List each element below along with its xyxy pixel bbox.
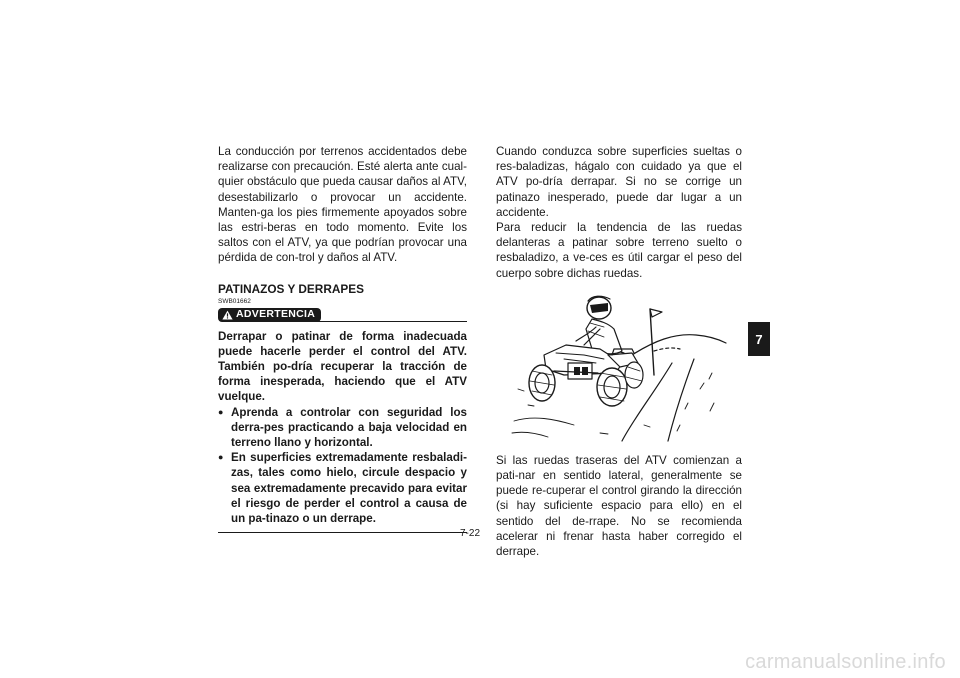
paragraph-rear-wheels: Si las ruedas traseras del ATV comienzan a pati-nar en sentido lateral, generalmente se puede re-cuperar el control girando la dirección (si hay suficiente espacio para ello) en el sentido del de-rrape. No se recomienda acelerar ni frenar hasta haber corregido el derrape. [496, 453, 742, 559]
left-column [218, 144, 467, 533]
atv-rider-illustration [504, 293, 736, 443]
warning-bullet [218, 450, 467, 526]
right-column [496, 144, 742, 559]
section-heading: PATINAZOS Y DERRAPES [218, 281, 364, 296]
bullet-dot-icon: ● [218, 452, 224, 463]
warning-bullet-text: En superficies extremadamente resbaladi-zas, tales como hielo, circule despacio y sea extremadamente precavido para evitar el riesgo de perder el control a causa de un pa-tinazo o un derrape. [231, 451, 467, 526]
bullet-dot-icon: ● [218, 406, 224, 417]
warning-badge [218, 308, 321, 322]
chapter-tab: 7 [748, 322, 770, 356]
warning-rule [278, 321, 467, 322]
warning-end-rule [218, 532, 467, 533]
paragraph-loose-surfaces: Cuando conduzca sobre superficies sueltas o res-baladizas, hágalo con cuidado ya que el ATV po-dría derrapar. Si no se corrige un patinazo inesperado, puede dar lugar a un accidente. [496, 145, 742, 219]
warning-bullet-text: Aprenda a controlar con seguridad los derra-pes practicando a baja velocidad en terreno llano y horizontal. [231, 405, 467, 450]
paragraph-front-wheels: Para reducir la tendencia de las ruedas delanteras a patinar sobre terreno suelto o resbaladizo, a ve-ces es útil cargar el peso del cuerpo sobre dichas ruedas. [496, 221, 742, 280]
warning-triangle-icon [222, 310, 233, 320]
reference-code: SWB01662 [218, 297, 251, 305]
page-number: 7-22 [460, 528, 481, 539]
warning-bullet [218, 405, 467, 451]
warning-body: Derrapar o patinar de forma inadecuada puede hacerle perder el control del ATV. También po-dría recuperar la tracción de forma inesperada, haciendo que el ATV vuelque. [218, 329, 467, 404]
atv-icon [529, 345, 643, 406]
intro-paragraph: La conducción por terrenos accidentados debe realizarse con precaución. Esté alerta ante cual-quier obstáculo que pueda causar daños al ATV, desestabilizarlo o provocar un accidente. Manten-ga los pies firmemente apoyados sobre las estri-beras en todo momento. Evite los saltos con el ATV, ya que podrían provocar una pérdida de con-trol y daños al ATV. [218, 145, 467, 265]
watermark: carmanualsonline.info [745, 651, 946, 673]
warning-badge-label: ADVERTENCIA [236, 308, 316, 321]
warning-header [218, 308, 467, 324]
